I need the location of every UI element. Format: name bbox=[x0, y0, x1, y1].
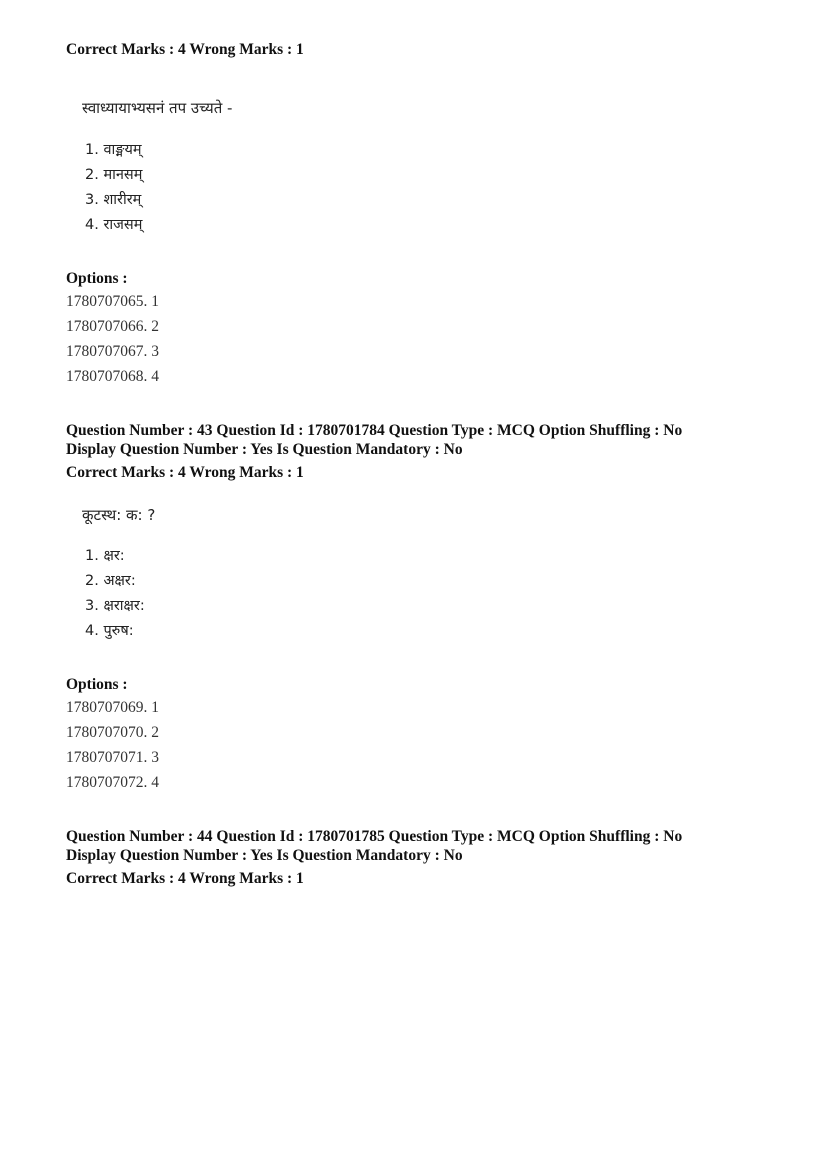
option-item: 1780707068. 4 bbox=[66, 368, 159, 385]
marks-line: Correct Marks : 4 Wrong Marks : 1 bbox=[66, 464, 304, 481]
option-item: 1780707071. 3 bbox=[66, 749, 159, 766]
choice-list bbox=[85, 138, 142, 238]
choice-item: 3. शारीरम् bbox=[85, 192, 142, 208]
choice-item: 1. वाङ्मयम् bbox=[85, 142, 142, 158]
choice-item: 4. पुरुष: bbox=[85, 623, 134, 639]
option-item: 1780707069. 1 bbox=[66, 699, 159, 716]
options-label: Options : bbox=[66, 676, 128, 693]
option-item: 1780707072. 4 bbox=[66, 774, 159, 791]
options-label: Options : bbox=[66, 270, 128, 287]
choice-item: 3. क्षराक्षर: bbox=[85, 598, 145, 614]
choice-item: 1. क्षर: bbox=[85, 548, 125, 564]
question-header-line1: Question Number : 43 Question Id : 1780701784 Question Type : MCQ Option Shuffling : No bbox=[66, 422, 683, 439]
choice-list bbox=[85, 544, 145, 644]
choice-item: 2. मानसम् bbox=[85, 167, 143, 183]
options-list bbox=[66, 289, 159, 389]
option-item: 1780707066. 2 bbox=[66, 318, 159, 335]
choice-item: 4. राजसम् bbox=[85, 217, 143, 233]
question-text: स्वाध्यायाभ्यसनं तप उच्यते - bbox=[82, 99, 233, 117]
question-header-line1: Question Number : 44 Question Id : 1780701785 Question Type : MCQ Option Shuffling : No bbox=[66, 828, 683, 845]
question-header-line2: Display Question Number : Yes Is Question Mandatory : No bbox=[66, 441, 463, 458]
question-text: कूटस्थ: क: ? bbox=[82, 506, 156, 524]
option-item: 1780707067. 3 bbox=[66, 343, 159, 360]
choice-item: 2. अक्षर: bbox=[85, 573, 136, 589]
marks-line: Correct Marks : 4 Wrong Marks : 1 bbox=[66, 41, 304, 58]
options-list bbox=[66, 695, 159, 795]
option-item: 1780707070. 2 bbox=[66, 724, 159, 741]
question-header-line2: Display Question Number : Yes Is Question Mandatory : No bbox=[66, 847, 463, 864]
option-item: 1780707065. 1 bbox=[66, 293, 159, 310]
marks-line: Correct Marks : 4 Wrong Marks : 1 bbox=[66, 870, 304, 887]
